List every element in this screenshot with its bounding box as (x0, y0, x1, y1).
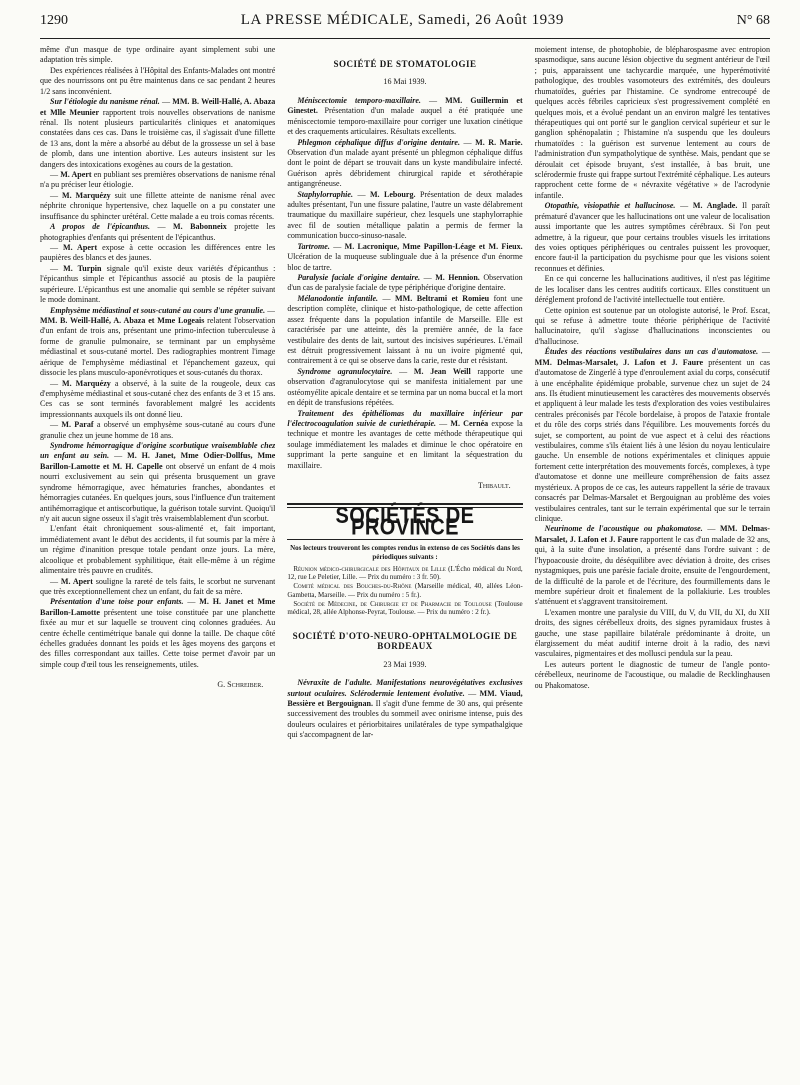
article-authors: M. Lebourg. (369, 189, 416, 199)
article-body: Présentation de deux malades adultes présentant, l'un une fissure palatine, l'autre un vaste délabrement traumatique du maxillaire supérieur, chez lesquels une staphylorraphie avec fil de soutien métallique palatin a permis de fermer la communication bucco-sinuso-nasale. (287, 189, 523, 241)
discussion-text: a observé un emphysème sous-cutané au cours d'une granulie chez un jeune homme de 18 ans. (40, 420, 276, 440)
article-body: projette les photographies d'enfants qui présentent de l'épicanthus. (40, 222, 276, 242)
article-authors: M. Anglade. (692, 201, 738, 211)
notice-intro: Nos lecteurs trouveront les comptes rendus in extenso de ces Sociétés dans les périodiques suivants : (290, 544, 520, 561)
discussion: — M. Apert expose à cette occasion les différences entre les paupières des blancs et des jaunes. (40, 243, 276, 263)
article: Présentation d'une toise pour enfants. — M. H. Janet et Mme Barillon-Lamotte présentent une toise constituée par une planchette fixée au mur et sur laquelle se trouvent cinq colonnes graduées. Au centre échelle centimétrique banale qui donne la taille. De chaque côté échelles graduées donnant les poids et les âges moyens des garçons et des filles correspondant aux tailles. Cette toise permet d'avoir par un simple coup d'œil tous les renseignements, utiles. (40, 597, 276, 669)
discussant: M. Turpin (63, 263, 102, 273)
notice-box (287, 544, 522, 617)
article: Névraxite de l'adulte. Manifestations neurovégétatives exclusives surtout oculaires. Sclérodermie lentement évolutive. — MM. Viaud, Bessière et Bergouignan. Il s'agit d'une femme de 30 ans, qui présente successivement des troubles du sommeil avec onirisme intense, puis des douleurs oculaires et périorbitaires unilatérales de type sympathalgique qui s'accompagnent de lar- (287, 678, 523, 740)
article: Méniscectomie temporo-maxillaire. — MM. Guillermin et Ginestet. Présentation d'un malade auquel a été pratiquée une méniscectomie temporo-maxillaire pour corriger une luxation cinétique et des craquements articulaires. Résultats excellents. (287, 95, 523, 137)
paragraph: L'examen montre une paralysie du VIII, du V, du VII, du XI, du XII droits, des signes cérébelleux droits, des signes pyramidaux frustes à gauche, une stase papillaire bilatérale prédominante à droite, un élargissement du méat auditif interne droit à la radio, des nævi vasculaires, pigmentaires et des mollusci pendula sur la peau. (534, 607, 770, 659)
notice-item (287, 565, 522, 582)
article-authors: M. H. Janet et Mme Barillon-Lamotte (40, 597, 276, 617)
article: Sur l'étiologie du nanisme rénal. — MM. B. Weill-Hallé, A. Abaza et Mlle Meunier rapportent trois nouvelles observations de nanisme rénal. Ils notent plusieurs particularités cliniques et anatomiques constatées dans ces cas. Dans le troisième cas, il s'agissait d'une fillette de 13 ans, dont la mère a absorbé au début de la grossesse un sel à base de plomb, dans une intention abortive. Les auteurs insistent sur les dangers des intoxications exogènes au cours de la gestation. (40, 97, 276, 169)
discussion-text: signale qu'il existe deux variétés d'épicanthus : l'épicanthus simple et l'épicanthus associé au ptosis de la paupière supérieure. L'épicanthus est une anomalie qui semble se répéter suivant le mode dominant. (40, 263, 276, 305)
notice-item (287, 600, 522, 617)
section-title: SOCIÉTÉ DE STOMATOLOGIE (333, 59, 477, 69)
article-title: Staphylorraphie. (297, 189, 353, 199)
article-authors: MM. Delmas-Marsalet, J. Lafon et J. Faure (534, 357, 704, 367)
discussion-text: suit une fillette atteinte de nanisme rénal avec néphrite chronique hypertensive, chez laquelle on a pu constater une insuffisance du sphincter urétéral. Cette malade a eu trois comas récents. (40, 190, 276, 221)
article-body: ont observé un enfant de 4 mois nourri exclusivement au sein qui présenta brusquement un grave syndrome hémorragique, avec hématuries franches, abondantes et hémorragies cutanées. En quelques jours, sous l'influence d'un traitement antihémorragique et antiscorbutique, la guérison totale survint. Quoiqu'il n'y ait aucun signe osseux il s'agit très vraisemblablement d'un scorbut. (40, 461, 276, 523)
article: Syndrome agranulocytaire. — M. Jean Weill rapporte une observation d'agranulocytose qui se manifesta initialement par une ostéomyélite apicale dentaire et se termina par un noma buccal et la mort en dépit de transfusions répétées. (287, 366, 523, 408)
article-title: Études des réactions vestibulaires dans un cas d'automatose. (544, 347, 759, 357)
article-body: font une description complète, clinique et histo-pathologique, de cette affection assez fréquente dans la population infantile de Marseille. Elle est caractérisée par une atteinte, dès la première année, de la face vestibulaire des dents de lait, surtout des incisives supérieures. L'émail est détruit progressivement laissant à nu un ivoire pigmenté qui, contrairement à ce qui se observe dans la carie, reste dur et résistant. (287, 293, 523, 366)
signature: G. Schreiber. (217, 680, 264, 690)
article-authors: M. H. Janet, Mme Odier-Dollfus, Mme Barillon-Lamotte et M. H. Capelle (40, 451, 276, 471)
society-name: Société de Médecine, de Chirurgie et de Pharmacie de Toulouse (293, 599, 492, 608)
discussant: M. Paraf (61, 420, 94, 430)
paragraph: En ce qui concerne les hallucinations auditives, il n'est pas légitime de les localiser dans les centres auditifs corticaux. Elles constituent un déréglement profond de l'activité intellectuelle tout entière. (534, 274, 770, 305)
article: Mélanodontie infantile. — MM. Beltrami et Romieu font une description complète, clinique et histo-pathologique, de cette affection assez fréquente dans la population infantile de Marseille. Elle est caractérisée par une atteinte, dès la première année, de la face vestibulaire des dents de lait, surtout des incisives supérieures. L'émail est détruit progressivement laissant à nu un ivoire pigmenté qui, contrairement à ce qui se observe dans la carie, reste dur et résistant. (287, 293, 523, 366)
society-name: Comité médical des Bouches-du-Rhône (293, 582, 412, 591)
article: A propos de l'épicanthus. — M. Babonneix projette les photographies d'enfants qui présentent de l'épicanthus. (40, 222, 276, 242)
article: Staphylorraphie. — M. Lebourg. Présentation de deux malades adultes présentant, l'un une fissure palatine, l'autre un vaste délabrement traumatique du maxillaire supérieur, chez lesquels une staphylorraphie avec fil de soutien métallique palatin a permis de fermer la communication bucco-sinuso-nasale. (287, 189, 523, 241)
article: Neurinome de l'acoustique ou phakomatose. — MM. Delmas-Marsalet, J. Lafon et J. Faure rapportent le cas d'un malade de 32 ans, qui, à la suite d'une insolation, a présenté dans l'ordre suivant : de l'hypoacousie droite, du déséquilibre avec déviation à droite, des crises nystagmiques, puis une parésie faciale droite, ensuite de l'engourdement, de la difficulté de la parole et de l'écriture, des fourmillements dans le membre supérieur droit et finalement de la pollakiurie. Les troubles s'atténuent et s'aggravent transitoirement. (534, 524, 770, 607)
discussion: — M. Apert souligne la rareté de tels faits, le scorbut ne survenant que très exceptionnellement chez un enfant, du fait de sa mère. (40, 576, 276, 596)
article: Tartrome. — M. Lacronique, Mme Papillon-Léage et M. Fieux. Ulcération de la muqueuse sublinguale due à la présence d'un énorme bloc de tartre. (287, 241, 523, 272)
province-heading: SOCIÉTÉS DE PROVINCE (335, 503, 475, 542)
paragraph: Cette opinion est soutenue par un otologiste autorisé, le Prof. Escat, qui se refuse à admettre toute théorie périphérique de l'activité hallucinatoire, qu'il s'agisse d'hallucinations inconscientes ou d'hallucinose. (534, 305, 770, 346)
article-title: Syndrome hémorragique d'origine scorbutique vraisemblable chez un enfant au sein. (40, 441, 276, 461)
article-title: A propos de l'épicanthus. (50, 222, 151, 232)
article: Otopathie, visiopathie et hallucinose. — M. Anglade. Il paraît prématuré d'avancer que les hallucinations ont une valeur de localisation aussi importante que les autres symptômes cérébraux. Si l'on peut admettre, à la rigueur, que pour certains troubles visuels les irritations des voies optiques périphériques ou centrales puissent les provoquer, encore faut-il la participation du psychisme pour que les visions soient reconnues et définies. (534, 201, 770, 273)
discussant: M. Marquézy (61, 190, 111, 200)
article-authors: MM. Delmas-Marsalet, J. Lafon et J. Faure (534, 524, 770, 544)
article-body: rapportent le cas d'un malade de 32 ans, qui, à la suite d'une insolation, a présenté dans l'ordre suivant : de l'hypoacousie droite, du déséquilibre avec déviation à droite, des crises nystagmiques, puis une parésie faciale droite, ensuite de l'engourdement, de la difficulté de la parole et de l'écriture, des fourmillements dans le membre supérieur droit et finalement de la pollakiurie. Les troubles s'atténuent et s'aggravent transitoirement. (534, 534, 770, 607)
article-title: Tartrome. (297, 241, 330, 251)
article-authors: MM. Beltrami et Romieu (395, 293, 490, 303)
article-body: Observation d'un cas de paralysie faciale de type périphérique d'origine dentaire. (287, 273, 523, 293)
paragraph: Les auteurs portent le diagnostic de tumeur de l'angle ponto-cérébelleux, neurinome de l'acoustique, ou maladie de Recklinghausen ou Phakomatose. (534, 659, 770, 690)
article-body: Ulcération de la muqueuse sublinguale due à la présence d'un énorme bloc de tartre. (287, 252, 523, 272)
column-left (40, 45, 275, 1085)
article-body: Présentation d'un malade auquel a été pratiquée une méniscectomie temporo-maxillaire pour corriger une luxation cinétique et des craquements articulaires. Résultats excellents. (287, 106, 523, 137)
article: Traitement des épithéliomas du maxillaire inférieur par l'électrocoagulation suivie de curiethérapie. — M. Cernéa expose la technique et montre les avantages de cette méthode thérapeutique qui soulage immédiatement les malades et diminue le choc opératoire en supprimant la perte sanguine et en limitant la séquestration du maxillaire. (287, 408, 523, 470)
article: Paralysie faciale d'origine dentaire. — M. Hennion. Observation d'un cas de paralysie faciale de type périphérique d'origine dentaire. (287, 273, 523, 293)
article-authors: MM. Guillermin et Ginestet. (287, 95, 523, 116)
article-title: Méniscectomie temporo-maxillaire. (297, 95, 421, 105)
paragraph: Des expériences réalisées à l'Hôpital des Enfants-Malades ont montré que des nourrissons ont pu être maintenus dans ce sac pendant 2 heures 1/2 sans inconvénient. (40, 65, 276, 96)
notice-detail: (Toulouse médical, 28, allée Alphonse-Peyrat, Toulouse. — Prix du numéro : 2 fr.). (287, 599, 523, 617)
column-middle (287, 45, 522, 1085)
section-date: 23 Mai 1939. (383, 659, 427, 669)
article: Emphysème médiastinal et sous-cutané au cours d'une granulie. — MM. B. Weill-Hallé, A. Abaza et Mme Logeais relatent l'observation d'un enfant de trois ans, présentant une primo-infection tuberculeuse à forme de granulie pulmonaire, se terminant par un emphysème médiastinal et sous-cutané mortel. Des radiographies montrent l'image aérique de l'emphysème médiastinal et l'épanchement gazeux, qui dissocie les plans musculo-aponévrotiques et sous-cutanés du thorax. (40, 305, 276, 378)
article-authors: MM. B. Weill-Hallé, A. Abaza et Mme Logeais (40, 315, 205, 325)
article: Études des réactions vestibulaires dans un cas d'automatose. — MM. Delmas-Marsalet, J. Lafon et J. Faure présentent un cas d'automatose de Zingerlé à type d'enroulement axial du corps, consécutif à une encéphalite épidémique probable, survenue chez un sujet de 24 ans. Ils étudient minutieusement les caractères des mouvements observés et appliquent à leur malade les tests d'exploration des voies vestibulaires centrales préconisés par l'école bordelaise, à propos de l'ataxie frontale et du rôle des corps striés dans l'équilibre. Les mouvements forcés du sujet, se comportent, au point de vue aspect et à celui des réactions vestibulaires, comme s'ils étaient liés à une lésion du noyau lenticulaire gauche. Un ensemble de notions expérimentales et cliniques appuie fortement cette interprétation des mouvements forcés, complexes, à type d'automatose et donne une meilleure compréhension de faits assez mystérieux. A propos de ce cas, les auteurs rappellent la série de travaux consacrés par Delmas-Marsalet et Bergouignan au problème des voies vestibulaires centrales, tant sur le terrain expérimental que sur le terrain clinique. (534, 347, 770, 523)
article-title: Sur l'étiologie du nanisme rénal. (50, 97, 160, 107)
article-title: Présentation d'une toise pour enfants. (50, 597, 184, 607)
journal-title: LA PRESSE MÉDICALE, Samedi, 26 Août 1939 (240, 12, 564, 28)
discussant: M. Marquézy (62, 378, 111, 388)
article-body: Observation d'un malade ayant présenté un phlegmon céphalique diffus dont le point de départ se trouvait dans un kyste mandibulaire infecté. Guérison après débridement chirurgical rapide et sérothérapie antigangréneuse. (287, 147, 523, 189)
paragraph: moiement intense, de photophobie, de blépharospasme avec entropion spasmodique, sans aucune lésion objective du segment antérieur de l'œil ; puis, apparaissent une tachycardie marquée, une hyperémotivité pathologique, des troubles vasomoteurs des extrémités, des douleurs rhumatoïdes, guéries par l'histamine. Ce syndrome entrecoupé de quelques accès fébriles capricieux s'est progressivement complété en quelques mois, et a évolué pendant un an environ malgré les tentatives thérapeutiques qui ont porté sur le ganglion cervical supérieur et sur le ganglion sphénopalatin ; l'histamine n'a suspendu que les douleurs rhumatoïdes : la guérison est survenue lentement au cours de l'administration d'un sympatholytique de synthèse. Mais, pendant que se déroulait cet épisode bruyant, s'est installée, à bas bruit, une sclérodermie fruste qui frappe surtout l'extrémité céphalique. Les auteurs rapprochent cette forme de « névraxite végétative » de l'acrodynie infantile. (534, 45, 770, 200)
notice-item (287, 582, 522, 599)
discussion: — M. Marquézy suit une fillette atteinte de nanisme rénal avec néphrite chronique hypertensive, chez laquelle on a pu constater une insuffisance du sphincter urétéral. Cette malade a eu trois comas récents. (40, 190, 276, 221)
society-name: Réunion médico-chirurgicale des Hôpitaux de Lille (293, 564, 446, 573)
article-authors: M. Babonneix (173, 222, 227, 232)
article-body: Il paraît prématuré d'avancer que les hallucinations ont une valeur de localisation aussi importante que les autres symptômes cérébraux. Si l'on peut admettre, à la rigueur, que pour certains troubles visuels les irritations des voies optiques périphériques ou centrales puissent les provoquer, encore faut-il la participation du psychisme pour que les visions soient reconnues et définies. (534, 201, 770, 273)
article-body: Il s'agit d'une femme de 30 ans, qui présente successivement des troubles du sommeil avec onirisme intense, puis des douleurs oculaires et périorbitaires unilatérales de type sympathalgique qui s'accompagnent de lar- (287, 699, 523, 740)
paragraph: même d'un masque de type ordinaire ayant simplement subi une adaptation très simple. (40, 45, 276, 65)
discussion: — M. Apert en publiant ses premières observations de nanisme rénal n'a pu préciser leur étiologie. (40, 170, 276, 190)
article-title: Névraxite de l'adulte. Manifestations neurovégétatives exclusives surtout oculaires. Sclérodermie lentement évolutive. (287, 678, 523, 698)
article-body: expose la technique et montre les avantages de cette méthode thérapeutique qui soulage immédiatement les malades et diminue le choc opératoire en supprimant la perte sanguine et en limitant la séquestration du maxillaire. (287, 418, 523, 470)
discussion-text: a observé, à la suite de la rougeole, deux cas d'emphysème médiastinal et sous-cutané chez des enfants de 3 et 15 ans. Ces cas se sont terminés favorablement malgré les accidents impressionnants auxquels ils ont donné lieu. (40, 378, 276, 419)
article: Phlegmon céphalique diffus d'origine dentaire. — M. R. Marie. Observation d'un malade ayant présenté un phlegmon céphalique diffus dont le point de départ se trouvait dans un kyste mandibulaire infecté. Guérison après débridement chirurgical rapide et sérothérapie antigangréneuse. (287, 137, 523, 189)
article-title: Syndrome agranulocytaire. (297, 366, 393, 376)
discussant: M. Apert (62, 243, 98, 253)
article-title: Paralysie faciale d'origine dentaire. (297, 273, 421, 283)
discussion: — M. Paraf a observé un emphysème sous-cutané au cours d'une granulie chez un jeune homme de 18 ans. (40, 420, 276, 440)
discussion: — M. Turpin signale qu'il existe deux variétés d'épicanthus : l'épicanthus simple et l'épicanthus associé au ptosis de la paupière supérieure. L'épicanthus est une anomalie qui semble se répéter suivant le mode dominant. (40, 263, 276, 305)
article-body: présentent une toise constituée par une planchette fixée au mur et sur laquelle se trouvent cinq colonnes graduées. Au centre échelle centimétrique banale qui donne la taille. De chaque côté échelles graduées donnant les poids et les âges moyens des garçons et des filles correspondant aux tailles. Cette toise permet d'avoir par un simple coup d'œil tous les renseignements, utiles. (40, 607, 276, 669)
article-authors: M. Lacronique, Mme Papillon-Léage et M. Fieux. (344, 241, 523, 251)
article-title: Neurinome de l'acoustique ou phakomatose. (544, 524, 703, 534)
column-right (535, 45, 770, 1085)
discussant: M. Apert (60, 576, 93, 586)
article-title: Otopathie, visiopathie et hallucinose. (544, 201, 676, 211)
discussion-text: en publiant ses premières observations de nanisme rénal n'a pu préciser leur étiologie. (40, 170, 276, 190)
article-title: Phlegmon céphalique diffus d'origine dentaire. (297, 137, 460, 147)
article: Syndrome hémorragique d'origine scorbutique vraisemblable chez un enfant au sein. — M. H. Janet, Mme Odier-Dollfus, Mme Barillon-Lamotte et M. H. Capelle ont observé un enfant de 4 mois nourri exclusivement au sein qui présenta brusquement un grave syndrome hémorragique, avec hématuries franches, abondantes et hémorragies cutanées. En quelques jours, sous l'influence d'un traitement antihémorragique et antiscorbutique, la guérison totale survint. Quoiqu'il n'y ait aucun signe osseux il s'agit très vraisemblablement d'un scorbut. (40, 441, 276, 523)
article-authors: MM. Viaud, Bessière et Bergouignan. (287, 688, 523, 709)
discussion-text: expose à cette occasion les différences entre les paupières des blancs et des jaunes. (40, 243, 276, 263)
notice-detail: (L'Écho médical du Nord, 12, rue Le Peletier, Lille. — Prix du numéro : 3 fr. 50). (287, 564, 523, 582)
article-body: rapporte une observation d'agranulocytose qui se manifesta initialement par une ostéomyélite apicale dentaire et se termina par un noma buccal et la mort en dépit de transfusions répétées. (287, 366, 523, 408)
paragraph: L'enfant était chroniquement sous-alimenté et, fait important, immédiatement avant le début des accidents, il fut soumis par la mère à un régime d'inanition presque totale pendant onze jours. La mère, alcoolique et probablement syphilitique, était elle-même à un régime alimentaire très pauvre en crudités. (40, 524, 276, 576)
issue-number: N° 68 (736, 13, 770, 28)
discussant: M. Apert (60, 170, 92, 180)
article-title: Traitement des épithéliomas du maxillaire inférieur par l'électrocoagulation suivie de curiethérapie. (287, 408, 523, 428)
page-header (40, 12, 770, 39)
article-authors: M. Cernéa (450, 418, 489, 428)
page-number: 1290 (40, 13, 68, 28)
notice-detail: (Marseille médical, 40, allées Léon-Gambetta, Marseille. — Prix du numéro : 5 fr.). (287, 582, 523, 599)
discussion: — M. Marquézy a observé, à la suite de la rougeole, deux cas d'emphysème médiastinal et sous-cutané chez des enfants de 3 et 15 ans. Ces cas se sont terminés favorablement malgré les accidents impressionnants auxquels ils ont donné lieu. (40, 378, 276, 419)
article-body: présentent un cas d'automatose de Zingerlé à type d'enroulement axial du corps, consécutif à une encéphalite épidémique probable, survenue chez un sujet de 24 ans. Ils étudient minutieusement les caractères des mouvements observés et appliquent à leur malade les tests d'exploration des voies vestibulaires centrales préconisés par l'école bordelaise, à propos de l'ataxie frontale et du rôle des corps striés dans l'équilibre. Les mouvements forcés du sujet, se comportent, au point de vue aspect et à celui des réactions vestibulaires, comme s'ils étaient liés à une lésion du noyau lenticulaire gauche. Un ensemble de notions expérimentales et cliniques appuie fortement cette interprétation des mouvements forcés, complexes, à type d'automatose et donne une meilleure compréhension de faits assez mystérieux. A propos de ce cas, les auteurs rappellent la série de travaux consacrés par Delmas-Marsalet et Bergouignan au problème des voies vestibulaires centrales, tant sur le terrain expérimental que sur le terrain clinique. (534, 357, 770, 523)
article-body: rapportent trois nouvelles observations de nanisme rénal. Ils notent plusieurs particularités cliniques et anatomiques constatées dans ces cas. Dans le troisième cas, il s'agissait d'une fillette de 13 ans, dont la mère a absorbé au début de la grossesse un sel à base de plomb, dans une intention abortive. Les auteurs insistent sur les dangers des intoxications exogènes au cours de la gestation. (40, 107, 276, 169)
article-authors: M. Hennion. (435, 273, 480, 283)
signature: Thibault. (477, 481, 511, 491)
section-title: SOCIÉTÉ D'OTO-NEURO-OPHTALMOLOGIE DE BORDEAUX (292, 630, 518, 652)
article-title: Mélanodontie infantile. (297, 293, 379, 303)
article-authors: MM. B. Weill-Hallé, A. Abaza et Mlle Meunier (40, 97, 276, 117)
discussion-text: souligne la rareté de tels faits, le scorbut ne survenant que très exceptionnellement chez un enfant, du fait de sa mère. (40, 576, 276, 596)
article-title: Emphysème médiastinal et sous-cutané au cours d'une granulie. (50, 305, 266, 315)
section-date: 16 Mai 1939. (383, 77, 427, 87)
article-authors: M. Jean Weill (413, 366, 471, 376)
article-authors: M. R. Marie. (475, 137, 523, 147)
article-body: relatent l'observation d'un enfant de trois ans, présentant une primo-infection tuberculeuse à forme de granulie pulmonaire, se terminant par un emphysème médiastinal et sous-cutané mortel. Des radiographies montrent l'image aérique de l'emphysème médiastinal et l'épanchement gazeux, qui dissocie les plans musculo-aponévrotiques et sous-cutanés du thorax. (40, 315, 276, 378)
